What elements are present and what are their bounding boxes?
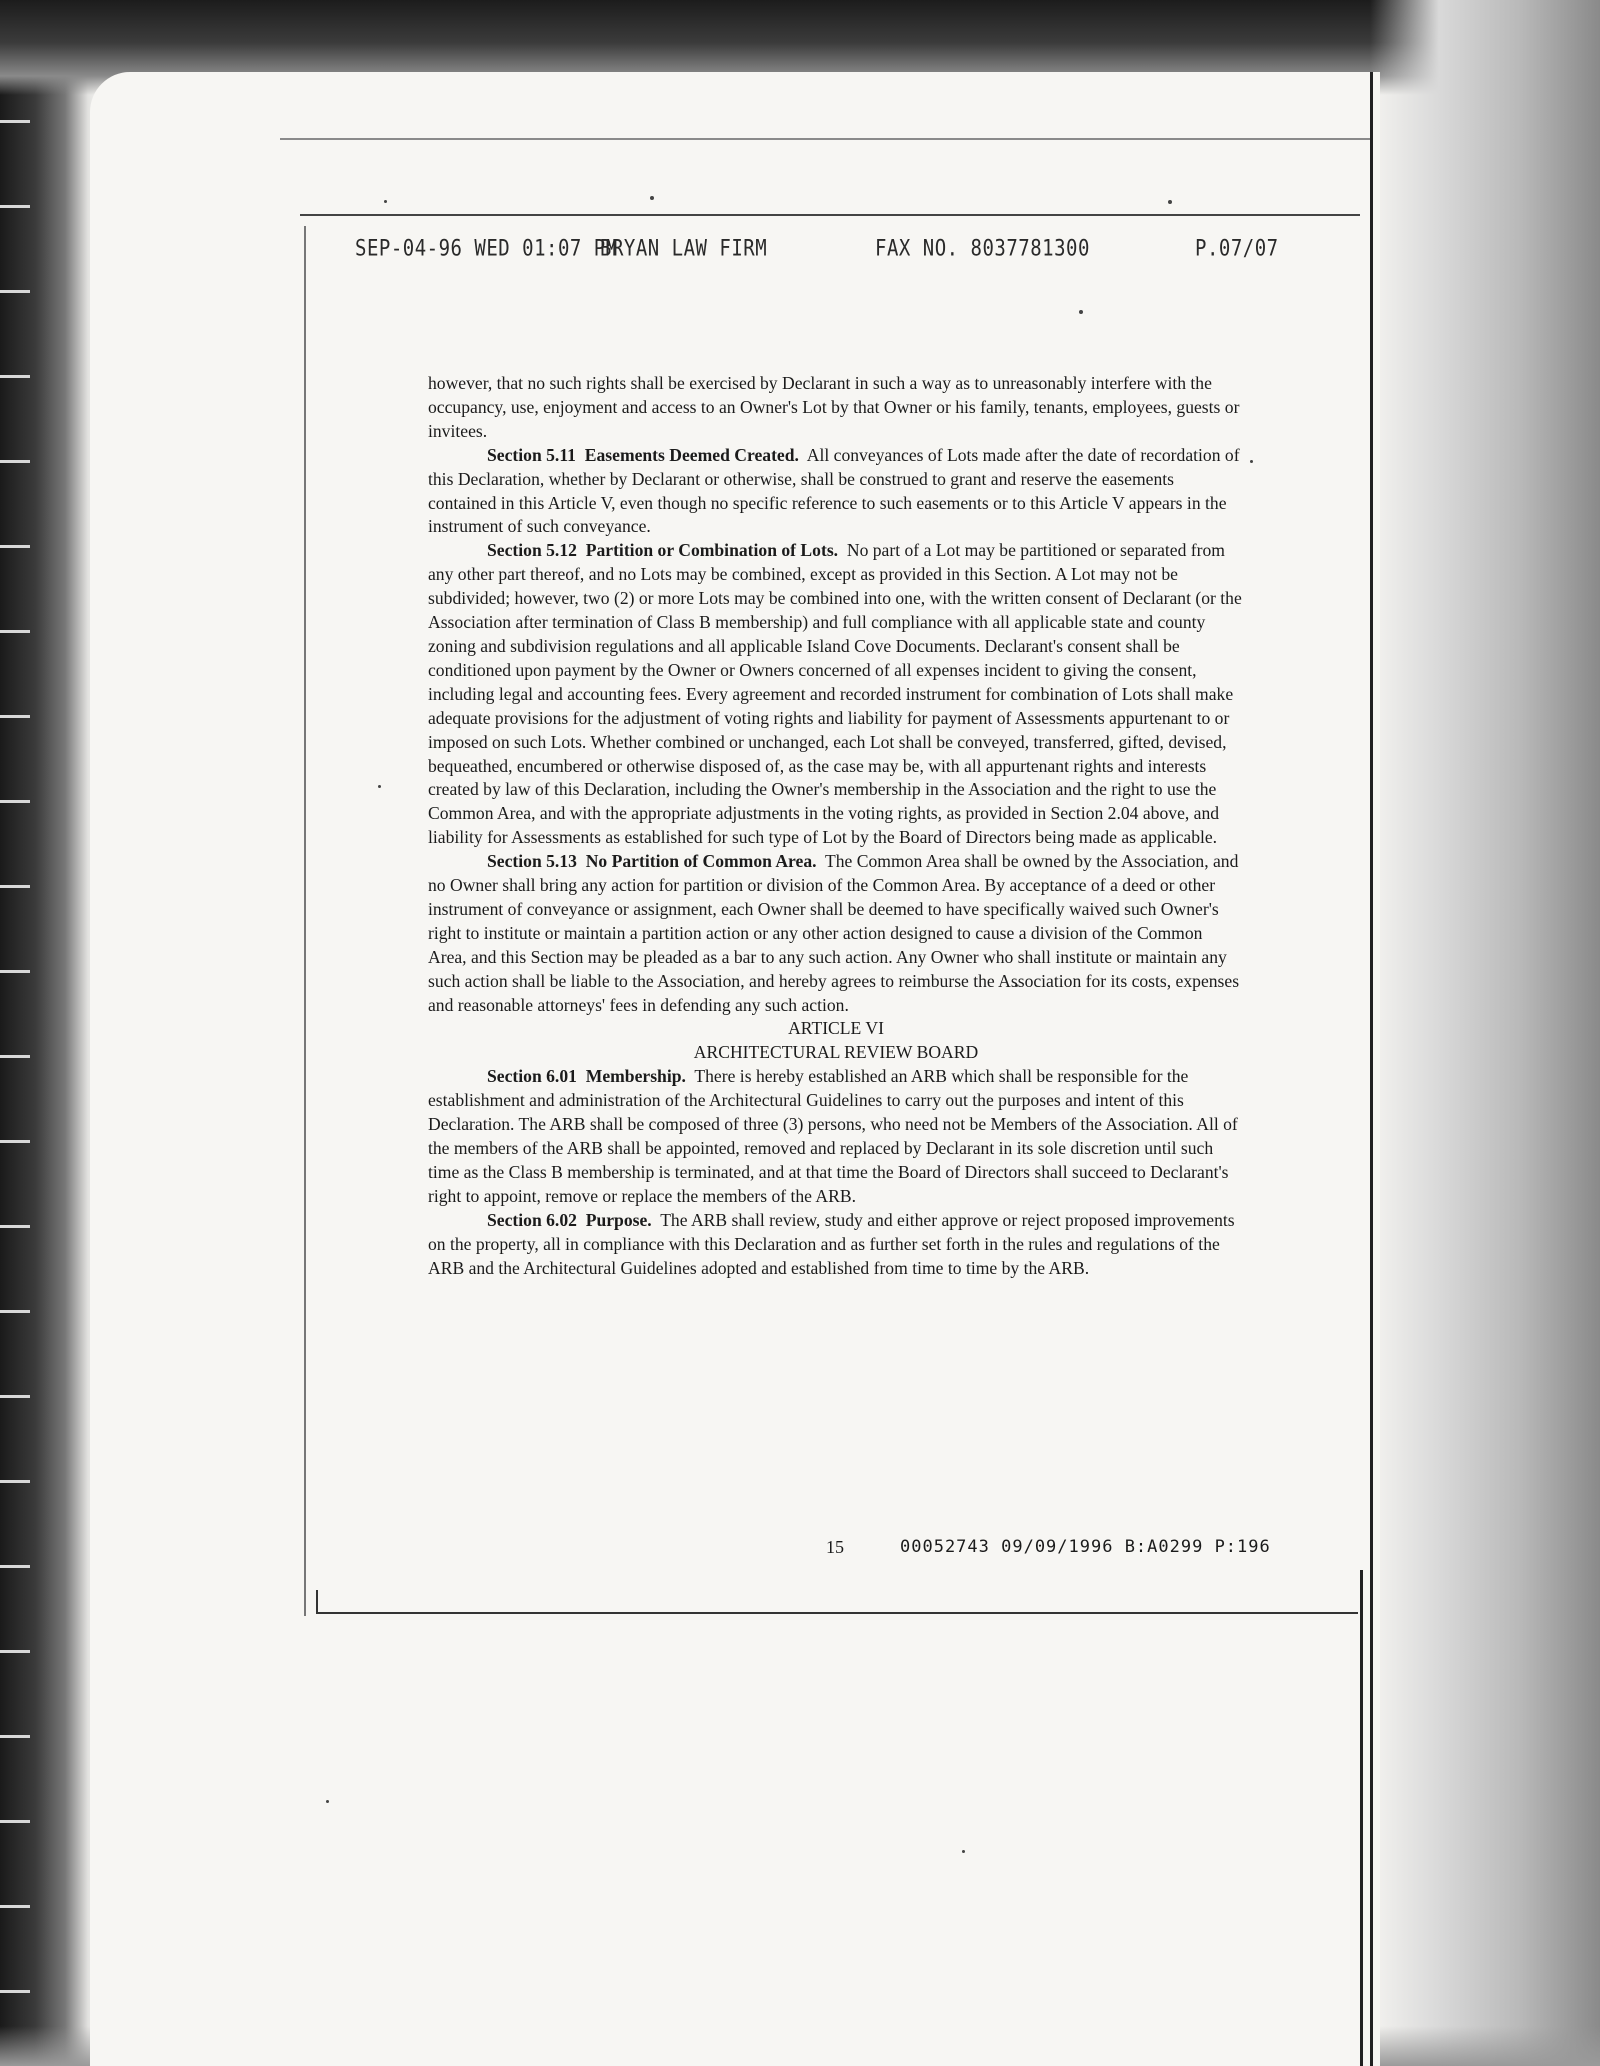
scan-speck [384, 200, 387, 203]
scan-speck [378, 785, 381, 788]
edge-mark [0, 290, 30, 293]
recording-stamp: 00052743 09/09/1996 B:A0299 P:196 [900, 1537, 1271, 1557]
edge-mark [0, 630, 30, 633]
edge-mark [0, 885, 30, 888]
section-text: The ARB shall review, study and either approve or reject proposed improvements on the property, all in compliance with this Declaration and as further set forth in the rules and regulations of the ARB and the Architectural Guidelines adopted and established from time to time by the ARB. [428, 1209, 1235, 1278]
edge-mark [0, 460, 30, 463]
section-5-12 [428, 539, 1244, 850]
edge-mark [0, 1140, 30, 1143]
edge-mark [0, 1905, 30, 1908]
edge-mark [0, 1650, 30, 1653]
edge-mark [0, 1310, 30, 1313]
scan-speck [1079, 310, 1083, 314]
section-6-01 [428, 1065, 1244, 1208]
scan-speck [962, 1850, 965, 1853]
section-5-13 [428, 850, 1244, 1017]
scanner-shadow-right [1370, 0, 1600, 2066]
section-title: Easements Deemed Created. [584, 444, 799, 465]
scan-speck [650, 196, 654, 200]
scan-speck [326, 1800, 329, 1803]
fax-right-rule-inner [1360, 1570, 1363, 2066]
section-text: No part of a Lot may be partitioned or separated from any other part thereof, and no Lots may be combined, except as provided in this Section. A Lot may not be subdivided; however, two (2) or more Lots may be combined into one, with the written consent of Declarant (or the Association after termination of Class B membership) and full compliance with all applicable state and county zoning and subdivision regulations and all applicable Island Cove Documents. Declarant's consent shall be conditioned upon payment by the Owner or Owners concerned of all expenses incident to giving the consent, including legal and accounting fees. Every agreement and recorded instrument for combination of Lots shall make adequate provisions for the adjustment of voting rights and liability for payment of Assessments appurtenant to or imposed on such Lots. Whether combined or unchanged, each Lot shall be conveyed, transferred, gifted, devised, bequeathed, encumbered or otherwise disposed of, as the case may be, with all appurtenant rights and interests created by law of this Declaration, including the Owner's membership in the Association and the right to use the Common Area, and with the appropriate adjustments in the voting rights, as provided in Section 2.04 above, and liability for Assessments as established for such type of Lot by the Board of Directors being made as applicable. [428, 540, 1242, 848]
edge-mark [0, 970, 30, 973]
fax-right-rule [1370, 72, 1373, 2066]
section-title: Partition or Combination of Lots. [585, 540, 839, 561]
edge-mark [0, 120, 30, 123]
edge-mark [0, 205, 30, 208]
section-label: Section 6.01 [487, 1066, 577, 1087]
fax-page-count: P.07/07 [1195, 235, 1279, 262]
section-text: The Common Area shall be owned by the Association, and no Owner shall bring any action for partition or division of the Common Area. By acceptance of a deed or other instrument of conveyance or assignment, each Owner shall be deemed to have specifically waived such Owner's right to institute or maintain a partition action or any other action designed to cause a division of the Common Area, and this Section may be pleaded as a bar to any such action. Any Owner who shall institute or maintain any such action shall be liable to the Association, and hereby agrees to reimburse the Association for its costs, expenses and reasonable attorneys' fees in defending any such action. [428, 851, 1240, 1015]
document-body [428, 372, 1244, 1280]
edge-mark [0, 1735, 30, 1738]
fax-top-rule [300, 214, 1360, 216]
fax-number: FAX NO. 8037781300 [875, 235, 1090, 262]
edge-mark [0, 1225, 30, 1228]
section-title: Purpose. [585, 1209, 652, 1230]
edge-mark [0, 715, 30, 718]
edge-mark [0, 1565, 30, 1568]
page-number: 15 [826, 1537, 844, 1557]
paragraph-continuation: however, that no such rights shall be exercised by Declarant in such a way as to unreasonably interfere with the occupancy, use, enjoyment and access to an Owner's Lot by that Owner or his family, tenants, employees, guests or invitees. [428, 373, 1240, 441]
section-label: Section 5.11 [487, 444, 576, 465]
edge-mark [0, 1820, 30, 1823]
section-title: No Partition of Common Area. [585, 851, 817, 872]
fax-bottom-left-rule [316, 1590, 318, 1614]
article-title: ARCHITECTURAL REVIEW BOARD [693, 1042, 979, 1063]
scanner-shadow-left [0, 0, 100, 2066]
fax-sender: BRYAN LAW FIRM [600, 235, 768, 262]
fax-header [355, 236, 1295, 271]
edge-mark [0, 800, 30, 803]
edge-mark [0, 1055, 30, 1058]
section-label: Section 5.12 [487, 540, 577, 561]
section-text: There is hereby established an ARB which shall be responsible for the establishment and administration of the Architectural Guidelines to carry out the purposes and intent of this Declaration. The ARB shall be composed of three (3) persons, who need not be Members of the Association. All of the members of the ARB shall be appointed, removed and replaced by Declarant in its sole discretion until such time as the Class B membership is terminated, and at that time the Board of Directors shall succeed to Declarant's right to appoint, remove or replace the members of the ARB. [428, 1066, 1238, 1206]
article-heading: ARTICLE VI [788, 1018, 884, 1039]
section-5-11 [428, 444, 1244, 540]
scan-speck [1250, 460, 1253, 463]
section-label: Section 5.13 [487, 851, 577, 872]
edge-mark [0, 1990, 30, 1993]
section-6-02 [428, 1209, 1244, 1281]
edge-mark [0, 545, 30, 548]
section-text: All conveyances of Lots made after the date of recordation of this Declaration, whether by Declarant or otherwise, shall be construed to grant and reserve the easements contained in this Article V, even though no specific reference to such easements or to this Article V appears in the instrument of such conveyance. [428, 444, 1240, 537]
fax-bottom-rule [318, 1612, 1358, 1614]
edge-mark [0, 1480, 30, 1483]
fax-date-time: SEP-04-96 WED 01:07 PM [355, 235, 618, 262]
section-label: Section 6.02 [487, 1209, 577, 1230]
edge-mark [0, 1395, 30, 1398]
scan-speck [1168, 200, 1172, 204]
fax-top-rule-faint [280, 138, 1370, 140]
fax-left-rule [304, 226, 306, 1616]
edge-mark [0, 375, 30, 378]
section-title: Membership. [585, 1066, 686, 1087]
